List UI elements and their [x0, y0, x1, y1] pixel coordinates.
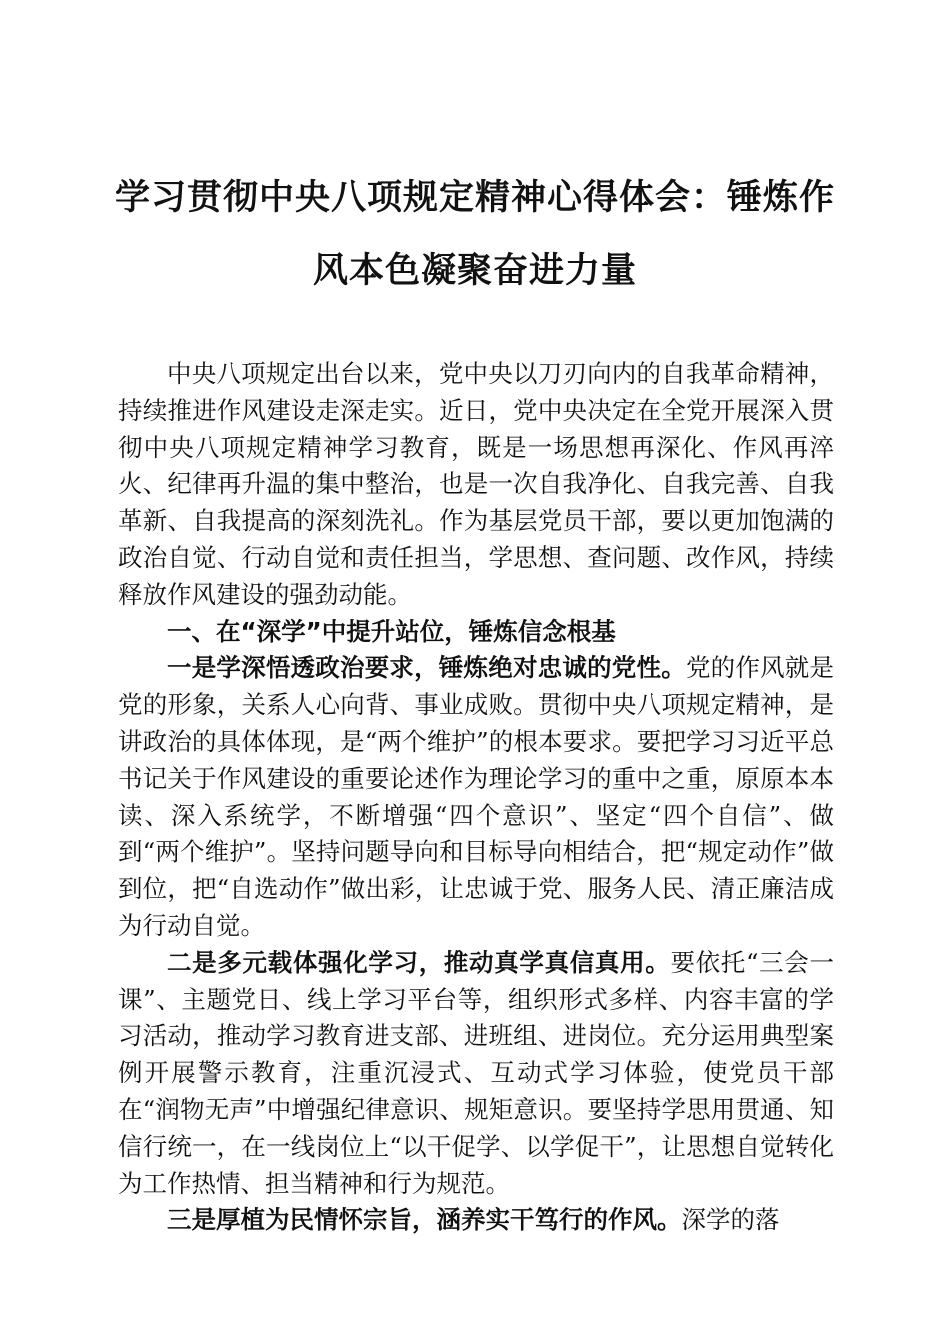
body-paragraph	[118, 1202, 834, 1239]
paragraph-lead: 三是厚植为民情怀宗旨，涵养实干笃行的作风。	[167, 1205, 682, 1235]
body-paragraph	[118, 650, 834, 944]
paragraph-text: 深学的落	[681, 1205, 780, 1235]
paragraph-lead: 二是多元载体强化学习，推动真学真信真用。	[167, 947, 671, 977]
paragraph-text: 党的作风就是党的形象，关系人心向背、事业成败。贯彻中央八项规定精神，是讲政治的具体体现，是“两个维护”的根本要求。要把学习习近平总书记关于作风建设的重要论述作为理论学习的重中之重，原原本本读、深入系统学，不断增强“四个意识”、坚定“四个自信”、做到“两个维护”。坚持问题导向和目标导向相结合，把“规定动作”做到位，把“自选动作”做出彩，让忠诚于党、服务人民、清正廉洁成为行动自觉。	[118, 653, 835, 940]
document-body	[118, 356, 834, 1239]
paragraph-text: 要依托“三会一课”、主题党日、线上学习平台等，组织形式多样、内容丰富的学习活动，推动学习教育进支部、进班组、进岗位。充分运用典型案例开展警示教育，注重沉浸式、互动式学习体验，使党员干部在“润物无声”中增强纪律意识、规矩意识。要坚持学思用贯通、知信行统一，在一线岗位上“以干促学、以学促干”，让思想自觉转化为工作热情、担当精神和行为规范。	[118, 947, 834, 1198]
document-title: 学习贯彻中央八项规定精神心得体会：锤炼作风本色凝聚奋进力量	[114, 178, 835, 291]
section-heading: 一、在“深学”中提升站位，锤炼信念根基	[167, 616, 616, 646]
paragraph-lead: 一是学深悟透政治要求，锤炼绝对忠诚的党性。	[167, 653, 686, 683]
intro-paragraph: 中央八项规定出台以来，党中央以刀刃向内的自我革命精神，持续推进作风建设走深走实。近日，党中央决定在全党开展深入贯彻中央八项规定精神学习教育，既是一场思想再深化、作风再淬火、纪律再升温的集中整治，也是一次自我净化、自我完善、自我革新、自我提高的深刻洗礼。作为基层党员干部，要以更加饱满的政治自觉、行动自觉和责任担当，学思想、查问题、改作风，持续释放作风建设的强劲动能。	[118, 359, 834, 609]
body-paragraph	[118, 945, 834, 1203]
